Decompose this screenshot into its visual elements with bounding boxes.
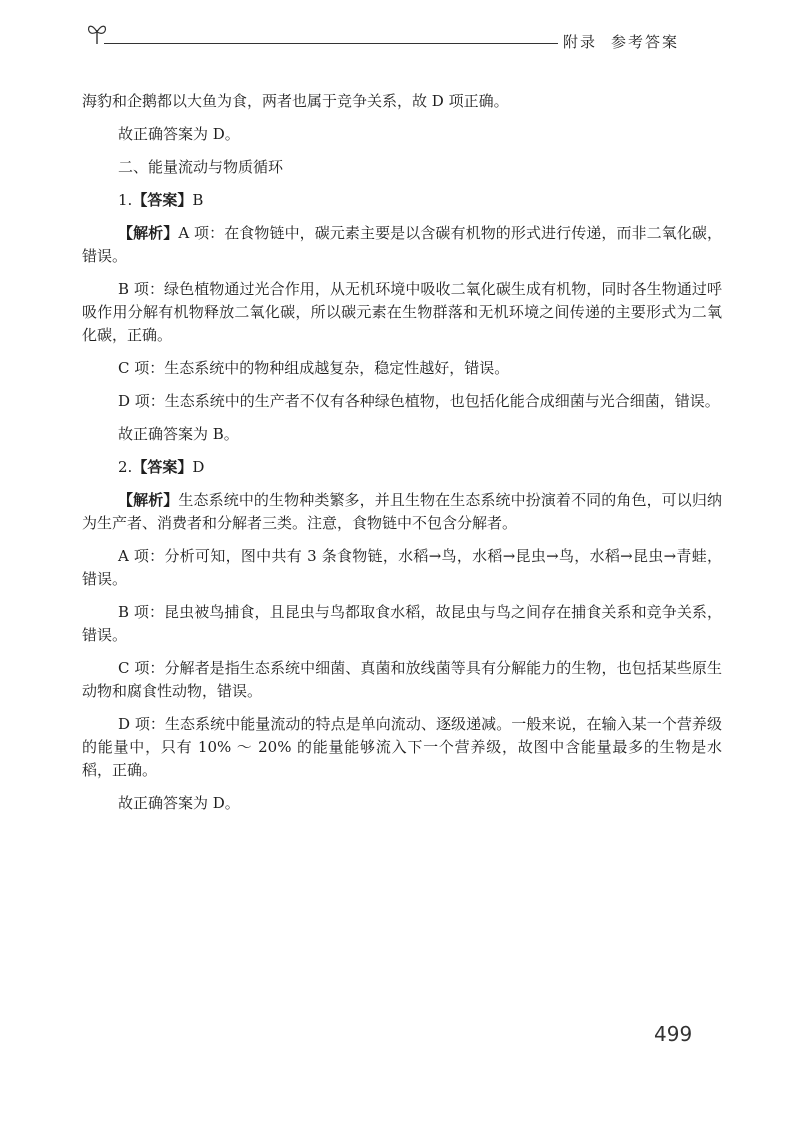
- q2-option-c: C 项：分解者是指生态系统中细菌、真菌和放线菌等具有分解能力的生物，也包括某些原生动物和腐食性动物，错误。: [82, 659, 722, 700]
- q2-answer: D: [192, 458, 205, 476]
- q1-answer-label: 【答案】: [132, 191, 193, 209]
- header-text: [563, 31, 679, 52]
- q1-analysis-text: A 项：在食物链中，碳元素主要是以含碳有机物的形式进行传递，而非二氧化碳，错误。: [82, 224, 722, 265]
- q1-conclusion: 故正确答案为 B。: [118, 425, 239, 443]
- header-rule: [104, 43, 558, 44]
- page-body: [82, 90, 722, 825]
- q2-answer-line: [82, 456, 722, 479]
- page-number: 499: [654, 1022, 693, 1046]
- header-section: 附录: [563, 33, 598, 51]
- paragraph-continuation: 海豹和企鹅都以大鱼为食，两者也属于竞争关系，故 D 项正确。: [82, 92, 509, 110]
- q2-option-a: A 项：分析可知，图中共有 3 条食物链，水稻→鸟，水稻→昆虫→鸟，水稻→昆虫→青蛙，错误。: [82, 547, 722, 588]
- q2-option-d: D 项：生态系统中能量流动的特点是单向流动、逐级递减。一般来说，在输入某一个营养级的能量中，只有 10% ～ 20% 的能量能够流入下一个营养级，故图中含能量最多的生物是水稻，正确。: [82, 715, 722, 779]
- q2-number: 2.: [118, 458, 133, 476]
- q1-option-b: B 项：绿色植物通过光合作用，从无机环境中吸收二氧化碳生成有机物，同时各生物通过呼吸作用分解有机物释放二氧化碳，所以碳元素在生物群落和无机环境之间传递的主要形式为二氧化碳，正确。: [82, 280, 722, 344]
- q1-number: 1.: [118, 191, 133, 209]
- q1-answer-line: [82, 189, 722, 212]
- header-title: 参考答案: [611, 33, 680, 51]
- q2-answer-label: 【答案】: [132, 458, 193, 476]
- conclusion-prev: 故正确答案为 D。: [118, 125, 240, 143]
- section-heading: 二、能量流动与物质循环: [118, 158, 284, 176]
- q1-answer: B: [192, 191, 204, 209]
- q2-conclusion: 故正确答案为 D。: [118, 794, 240, 812]
- q2-analysis-text: 生态系统中的生物种类繁多，并且生物在生态系统中扮演着不同的角色，可以归纳为生产者、消费者和分解者三类。注意，食物链中不包含分解者。: [82, 491, 722, 532]
- q1-analysis: [82, 222, 722, 268]
- q2-analysis: [82, 489, 722, 535]
- page-header: [0, 0, 800, 60]
- q1-analysis-label: 【解析】: [118, 224, 179, 242]
- q1-option-d: D 项：生态系统中的生产者不仅有各种绿色植物，也包括化能合成细菌与光合细菌，错误。: [118, 392, 720, 410]
- q2-analysis-label: 【解析】: [118, 491, 179, 509]
- q2-option-b: B 项：昆虫被鸟捕食，且昆虫与鸟都取食水稻，故昆虫与鸟之间存在捕食关系和竞争关系，错误。: [82, 603, 722, 644]
- q1-option-c: C 项：生态系统中的物种组成越复杂，稳定性越好，错误。: [118, 359, 510, 377]
